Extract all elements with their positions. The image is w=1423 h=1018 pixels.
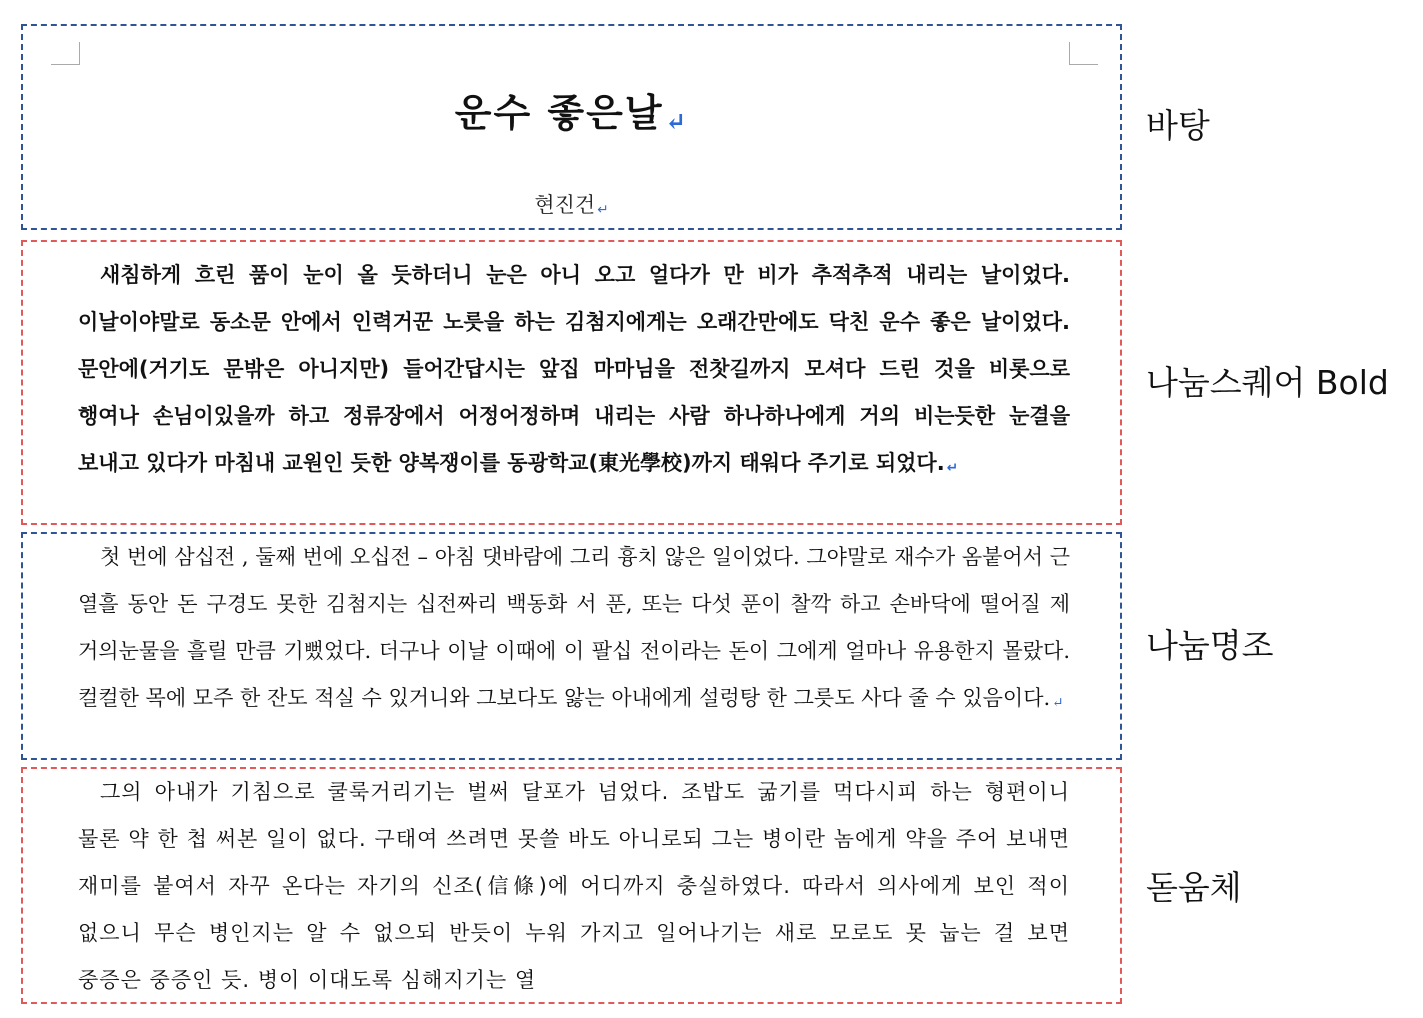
font-label-dotum: 돋움체 (1146, 868, 1242, 907)
paragraph-mark-icon: ↵ (946, 460, 959, 477)
paragraph-myeongjo (78, 534, 1070, 727)
paragraph-mark-icon: ↵ (597, 202, 609, 219)
author-text: 현진건 (534, 193, 596, 217)
paragraph-dotum-text: 그의 아내가 기침으로 쿨룩거리기는 벌써 달포가 넘었다. 조밥도 굶기를 먹다시피 하는 형편이니 물론 약 한 첩 써본 일이 없다. 구태여 쓰려면 못쓸 바도 아니로되 그는 병이란 놈에게 약을 주어 보내면 재미를 붙여서 자꾸 온다는 자기의 신조(信條)에 어디까지 충실하였다. 따라서 의사에게 보인 적이 없으니 무슨 병인지는 알 수 없으되 반듯이 누워 가지고 일어나기는 새로 모로도 못 눕는 걸 보면 중증은 중증인 듯. 병이 이대도록 심해지기는 열 (78, 780, 1070, 992)
document-title (23, 82, 1120, 137)
paragraph-bold-text: 새침하게 흐린 품이 눈이 올 듯하더니 눈은 아니 오고 얼다가 만 비가 추적추적 내리는 날이었다. 이날이야말로 동소문 안에서 인력거꾼 노릇을 하는 김첨지에게는 오래간만에도 닥친 운수 좋은 날이었다. 문안에(거기도 문밖은 아니지만) 들어간답시는 앞집 마마님을 전찻길까지 모셔다 드린 것을 비롯으로 행여나 손님이있을까 하고 정류장에서 어정어정하며 내리는 사람 하나하나에게 거의 비는듯한 눈결을 보내고 있다가 마침내 교원인 듯한 양복쟁이를 동광학교(東光學校)까지 태워다 주기로 되었다. (78, 263, 1070, 475)
font-label-nanum-square: 나눔스퀘어 Bold (1146, 363, 1389, 402)
bold-section (21, 240, 1122, 525)
paragraph-mark-icon: ↵ (665, 106, 689, 136)
paragraph-myeongjo-text: 첫 번에 삼십전 , 둘째 번에 오십전 – 아침 댓바람에 그리 흉치 않은 일이었다. 그야말로 재수가 옴붙어서 근 열흘 동안 돈 구경도 못한 김첨지는 십전짜리 백동화 서 푼, 또는 다섯 푼이 찰깍 하고 손바닥에 떨어질 제 거의눈물을 흘릴 만큼 기뻤었다. 더구나 이날 이때에 이 팔십 전이라는 돈이 그에게 얼마나 유용한지 몰랐다. 컬컬한 목에 모주 한 잔도 적실 수 있거니와 그보다도 앓는 아내에게 설렁탕 한 그릇도 사다 줄 수 있음이다. (78, 545, 1070, 710)
paragraph-mark-icon: ↵ (1052, 695, 1064, 712)
title-section (21, 24, 1122, 230)
page-corner-mark (51, 42, 80, 65)
page-corner-mark (1069, 42, 1098, 65)
myeongjo-section (21, 532, 1122, 760)
title-text: 운수 좋은날 (454, 90, 664, 135)
font-label-nanum-myeongjo: 나눔명조 (1146, 626, 1274, 665)
paragraph-bold (78, 252, 1070, 492)
paragraph-dotum (78, 769, 1070, 1004)
dotum-section (21, 767, 1122, 1004)
font-label-batang: 바탕 (1146, 106, 1210, 145)
document-author (23, 189, 1120, 219)
